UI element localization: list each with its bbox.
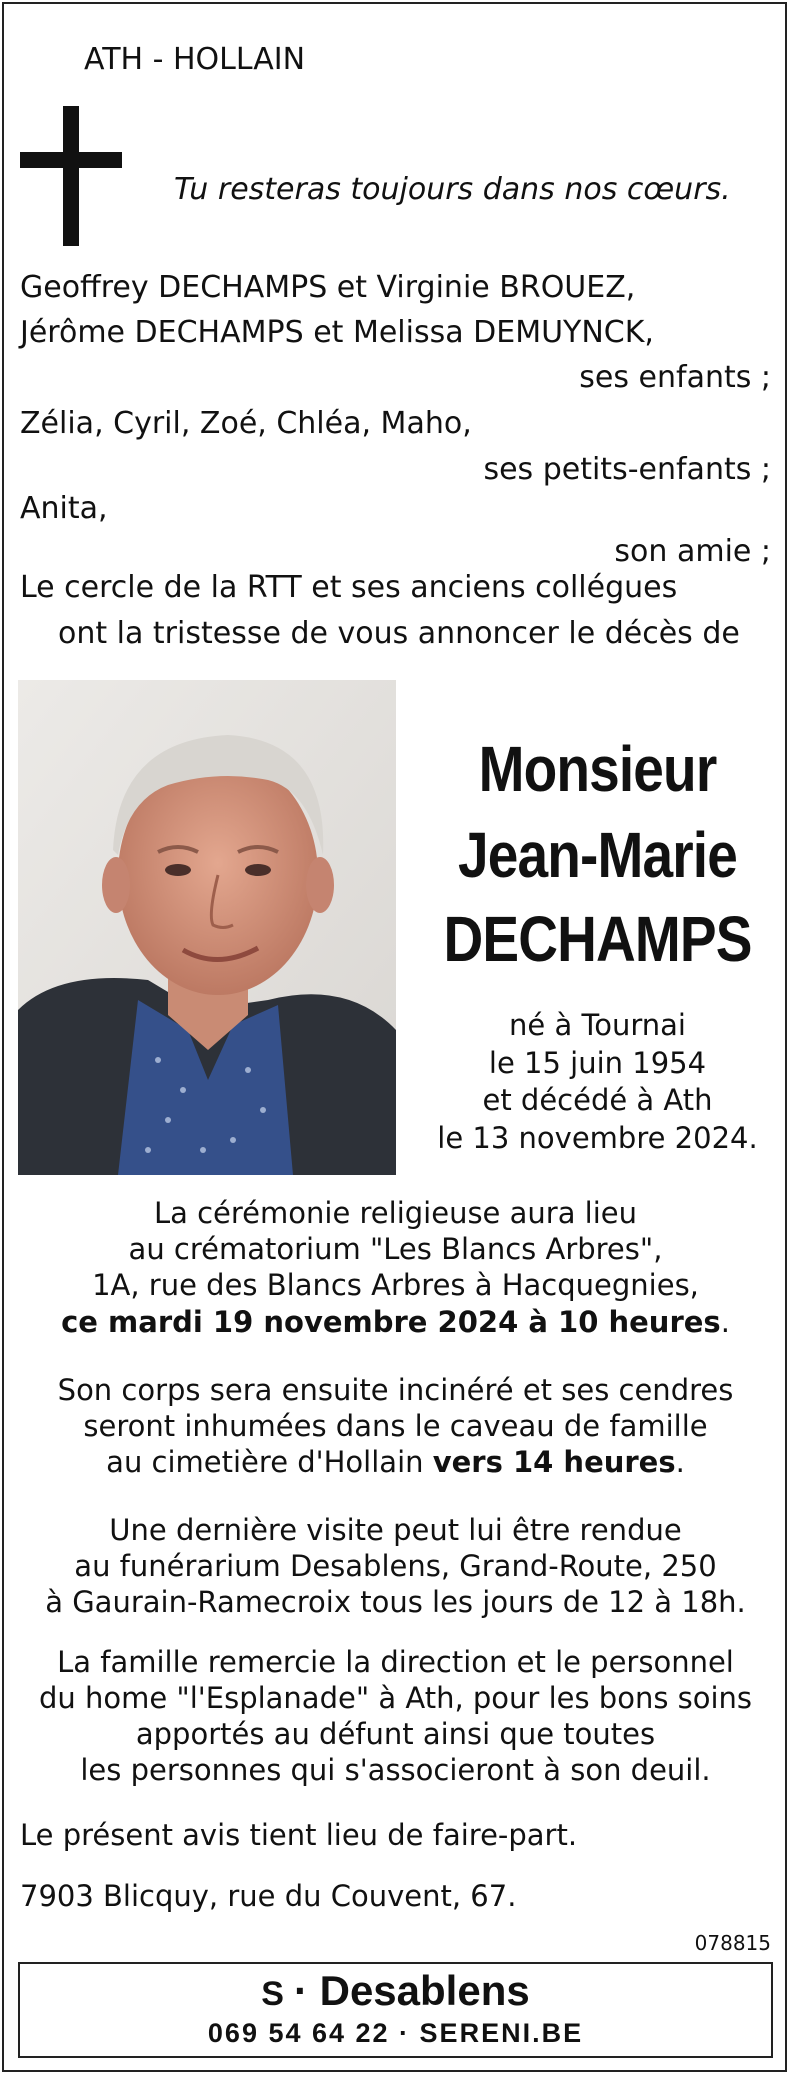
burial-text: au cimetière d'Hollain bbox=[106, 1445, 433, 1479]
deceased-first-name: Jean-Marie bbox=[458, 819, 737, 891]
cross-icon bbox=[20, 106, 122, 246]
quote-text: Tu resteras toujours dans nos cœurs. bbox=[174, 172, 731, 207]
logo-mark: S bbox=[261, 1975, 284, 2013]
notice-text: Le présent avis tient lieu de faire-part. bbox=[20, 1818, 578, 1852]
burial-line: Son corps sera ensuite incinéré et ses cendres bbox=[57, 1373, 734, 1407]
birth-date: le 15 juin 1954 bbox=[488, 1046, 707, 1080]
visit-line: Une dernière visite peut lui être rendue bbox=[109, 1513, 682, 1547]
visit-line: à Gaurain-Ramecroix tous les jours de 12 à 18h. bbox=[45, 1585, 746, 1619]
ceremony-datetime bbox=[0, 1302, 791, 1342]
visit-line: au funérarium Desablens, Grand-Route, 250 bbox=[74, 1549, 717, 1583]
family-line: Geoffrey DECHAMPS et Virginie BROUEZ, bbox=[20, 270, 636, 305]
brand-name: · Desablens bbox=[293, 1967, 530, 2014]
family-line: Zélia, Cyril, Zoé, Chléa, Maho, bbox=[20, 406, 472, 441]
announcement-line: ont la tristesse de vous annoncer le décès de bbox=[58, 616, 740, 651]
thanks-line: du home "l'Esplanade" à Ath, pour les bons soins bbox=[38, 1681, 753, 1715]
burial-time: vers 14 heures bbox=[432, 1445, 676, 1479]
death-place: et décédé à Ath bbox=[482, 1083, 713, 1117]
deceased-last-name: DECHAMPS bbox=[443, 903, 752, 975]
family-line: Le cercle de la RTT et ses anciens collégues bbox=[20, 570, 678, 605]
family-line: Jérôme DECHAMPS et Melissa DEMUYNCK, bbox=[20, 315, 654, 350]
family-role: son amie ; bbox=[614, 534, 771, 569]
birth-place: né à Tournai bbox=[509, 1008, 686, 1042]
thanks-line: La famille remercie la direction et le personnel bbox=[57, 1645, 734, 1679]
family-role: ses enfants ; bbox=[579, 360, 771, 395]
portrait-photo bbox=[18, 680, 396, 1175]
reference-number: 078815 bbox=[694, 1931, 771, 1955]
burial-line: seront inhumées dans le caveau de famille bbox=[83, 1409, 708, 1443]
ceremony-line: 1A, rue des Blancs Arbres à Hacquegnies, bbox=[92, 1268, 699, 1302]
death-date: le 13 novembre 2024. bbox=[437, 1121, 758, 1155]
thanks-line: apportés au défunt ainsi que toutes bbox=[135, 1717, 656, 1751]
contact-line: 069 54 64 22 · SERENI.BE bbox=[207, 2018, 584, 2048]
ceremony-line: La cérémonie religieuse aura lieu bbox=[153, 1196, 638, 1230]
family-line: Anita, bbox=[20, 491, 108, 526]
family-role: ses petits-enfants ; bbox=[483, 452, 771, 487]
burial-line bbox=[0, 1442, 791, 1482]
deceased-title: Monsieur bbox=[478, 733, 717, 805]
burial-end: . bbox=[675, 1445, 685, 1479]
ceremony-end: . bbox=[720, 1305, 730, 1339]
ceremony-line: au crématorium "Les Blancs Arbres", bbox=[128, 1232, 663, 1266]
thanks-line: les personnes qui s'associeront à son deuil. bbox=[80, 1753, 711, 1787]
funeral-home-banner bbox=[18, 1962, 773, 2058]
ceremony-datetime-bold: ce mardi 19 novembre 2024 à 10 heures bbox=[61, 1305, 721, 1339]
address-text: 7903 Blicquy, rue du Couvent, 67. bbox=[20, 1879, 517, 1913]
funeral-home-logo bbox=[20, 1966, 771, 2019]
location-heading: ATH - HOLLAIN bbox=[84, 42, 306, 77]
